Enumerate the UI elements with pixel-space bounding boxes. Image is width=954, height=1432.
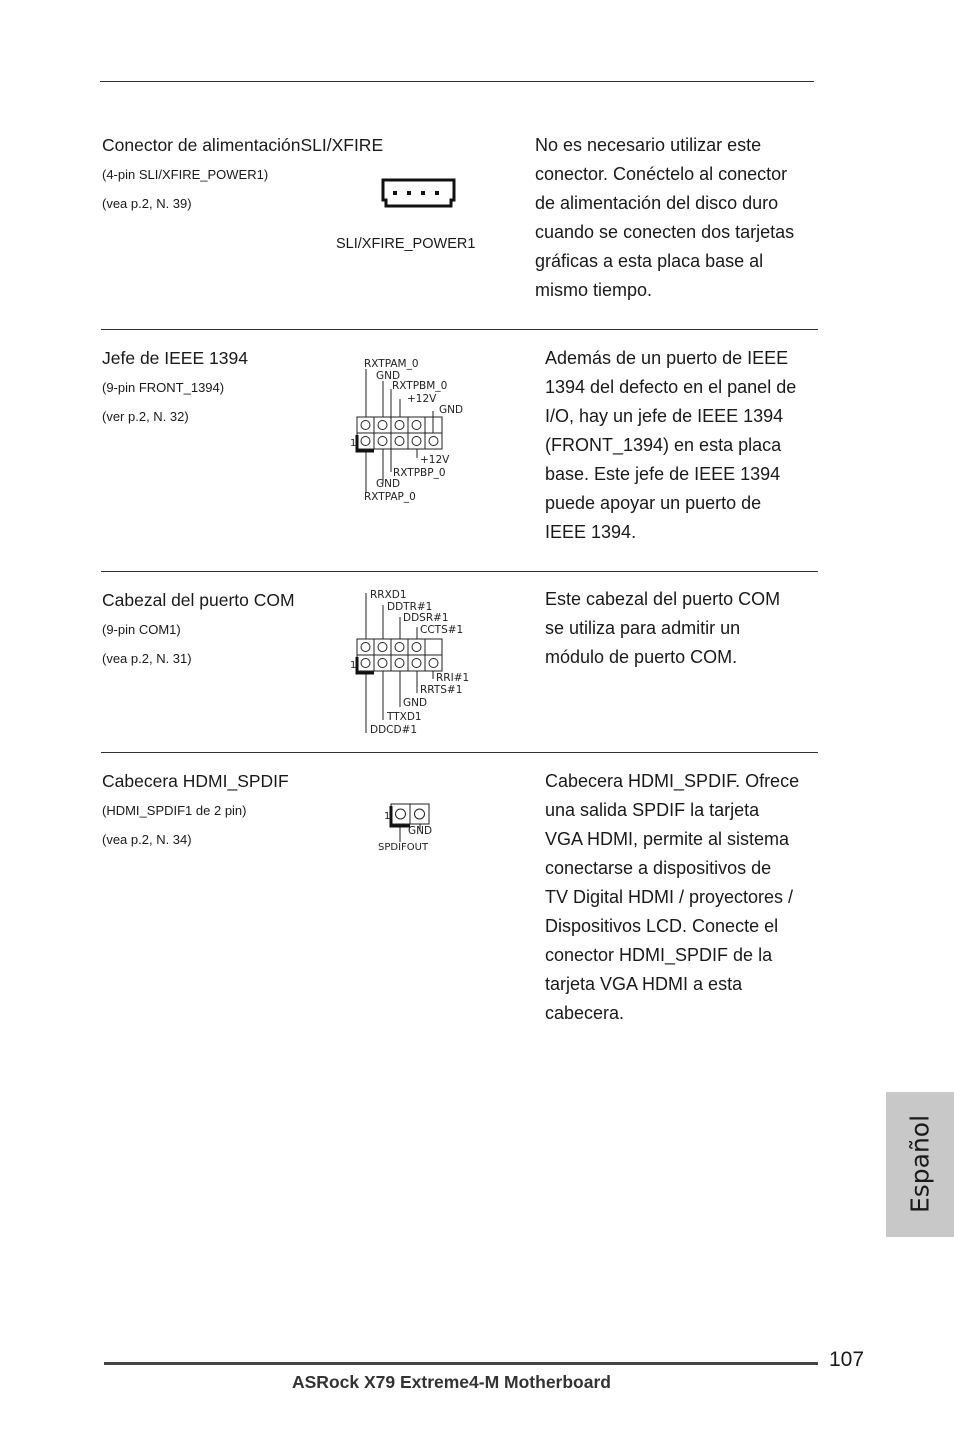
svg-text:DDTR#1: DDTR#1 (387, 601, 433, 613)
svg-text:GND: GND (439, 404, 464, 416)
com-port-header-diagram (345, 587, 475, 737)
language-side-tab (886, 1092, 954, 1237)
svg-text:GND: GND (403, 697, 428, 709)
hdmi-spdif-header-diagram (370, 798, 460, 858)
svg-text:RRI#1: RRI#1 (436, 672, 470, 684)
svg-text:DDCD#1: DDCD#1 (370, 724, 418, 736)
section-pin-info: (9-pin COM1) (102, 622, 181, 637)
section-page-ref: (ver p.2, N. 32) (102, 409, 189, 424)
footer-rule (104, 1362, 818, 1365)
section-pin-info: (9-pin FRONT_1394) (102, 380, 225, 395)
svg-text:TTXD1: TTXD1 (387, 711, 422, 723)
top-rule (100, 81, 814, 82)
language-label: Español (905, 1114, 935, 1214)
svg-text:CCTS#1: CCTS#1 (420, 624, 464, 636)
svg-text:GND: GND (376, 478, 401, 490)
svg-text:RRXD1: RRXD1 (370, 589, 407, 601)
svg-text:1: 1 (350, 660, 357, 671)
page-number: 107 (829, 1348, 865, 1371)
section-title-sli-power: Conector de alimentaciónSLI/XFIRE (102, 135, 384, 155)
svg-text:GND: GND (408, 825, 433, 837)
section-description: Este cabezal del puerto COM se utiliza para admitir un módulo de puerto COM. (545, 589, 781, 667)
section-page-ref: (vea p.2, N. 34) (102, 832, 192, 847)
svg-text:RXTPAP_0: RXTPAP_0 (364, 491, 416, 503)
section-pin-info: (4-pin SLI/XFIRE_POWER1) (102, 167, 269, 182)
svg-text:+12V: +12V (407, 393, 437, 405)
connector-label: SLI/XFIRE_POWER1 (336, 236, 476, 252)
section-divider (101, 571, 818, 572)
svg-text:+12V: +12V (420, 454, 450, 466)
section-description: No es necesario utilizar este conector. Conéctelo al conector de alimentación del disco duro cuando se conecten dos tarjetas gráficas a esta placa base al mismo tiempo. (535, 135, 795, 300)
section-description: Cabecera HDMI_SPDIF. Ofrece una salida SPDIF la tarjeta VGA HDMI, permite al sistema conectarse a dispositivos de TV Digital HDMI / proyectores / Dispositivos LCD. Conecte el conector HDMI_SPDIF de la tarjeta VGA HDMI a esta cabecera. (545, 771, 800, 1023)
sli-power-connector-diagram (380, 176, 460, 212)
svg-text:RXTPAM_0: RXTPAM_0 (364, 358, 419, 370)
ieee1394-header-diagram (345, 355, 475, 505)
svg-text:1: 1 (350, 438, 357, 449)
svg-text:RXTPBM_0: RXTPBM_0 (392, 380, 448, 392)
section-title-hdmi-spdif: Cabecera HDMI_SPDIF (102, 771, 289, 791)
svg-text:GND: GND (376, 370, 401, 382)
section-description: Además de un puerto de IEEE 1394 del defecto en el panel de I/O, hay un jefe de IEEE 1394 (FRONT_1394) en esta placa base. Este jefe de IEEE 1394 puede apoyar un puerto de IEEE 1394. (545, 348, 797, 542)
section-page-ref: (vea p.2, N. 39) (102, 196, 192, 211)
section-title-ieee1394: Jefe de IEEE 1394 (102, 348, 248, 368)
section-pin-info: (HDMI_SPDIF1 de 2 pin) (102, 803, 247, 818)
footer-title: ASRock X79 Extreme4-M Motherboard (292, 1372, 611, 1392)
svg-text:RXTPBP_0: RXTPBP_0 (393, 467, 446, 479)
section-divider (101, 752, 818, 753)
section-divider (101, 329, 818, 330)
svg-text:RRTS#1: RRTS#1 (420, 684, 463, 696)
svg-text:1: 1 (384, 811, 391, 822)
svg-text:SPDIFOUT: SPDIFOUT (378, 842, 429, 853)
section-title-com-port: Cabezal del puerto COM (102, 590, 295, 610)
section-page-ref: (vea p.2, N. 31) (102, 651, 192, 666)
svg-text:DDSR#1: DDSR#1 (403, 612, 449, 624)
